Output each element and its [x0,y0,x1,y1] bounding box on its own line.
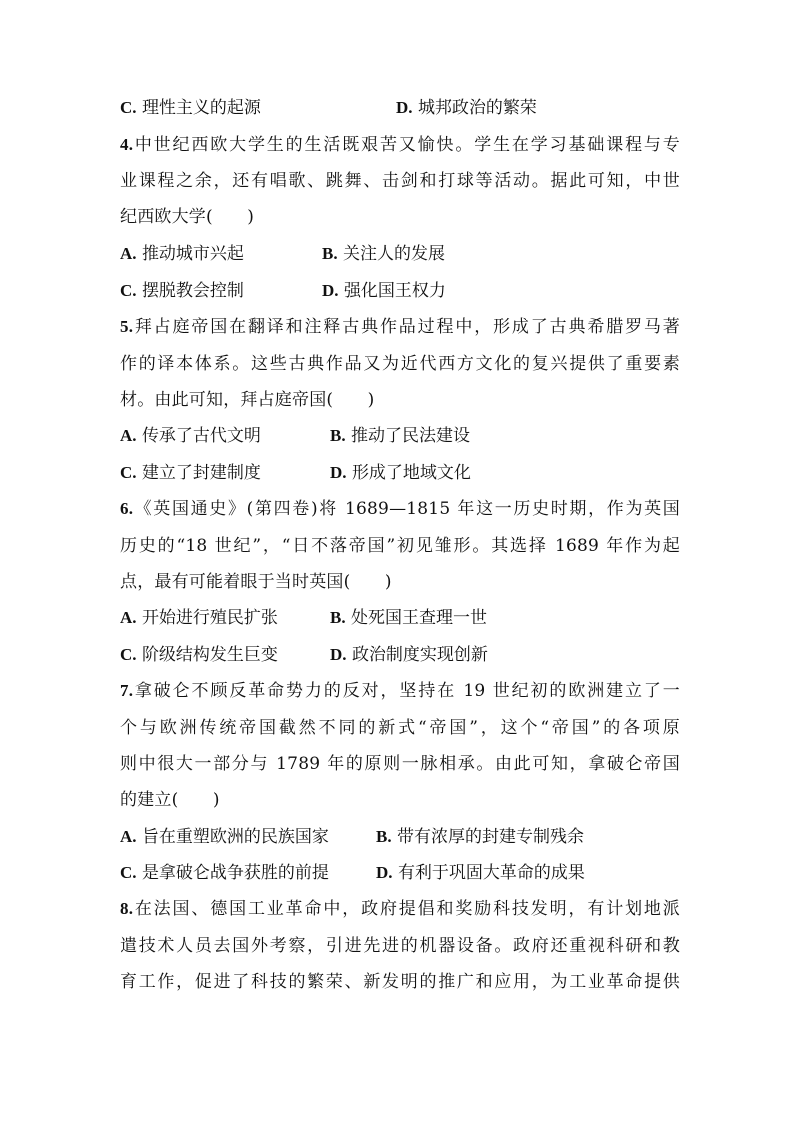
q6-option-a [120,606,278,630]
q6-option-d [330,643,488,667]
q7-option-b [376,825,584,849]
q7-option-a [120,825,329,849]
q7-stem-line-3: 则中很大一部分与 1789 年的原则一脉相承。由此可知，拿破仑帝国 [120,754,680,774]
q7-stem-line-4: 的建立( ) [120,790,220,810]
q4-option-c [120,279,244,303]
q5-stem-line-2: 作的译本体系。这些古典作品又为近代西方文化的复兴提供了重要素 [120,354,680,374]
option-label: D. [322,281,339,300]
question-text: 拿破仑不顾反革命势力的反对，坚持在 19 世纪初的欧洲建立了一 [133,681,680,701]
option-label: A. [120,608,137,627]
question-text: 中世纪西欧大学生的生活既艰苦又愉快。学生在学习基础课程与专 [133,135,680,155]
option-text: 城邦政治的繁荣 [417,98,537,118]
q3-option-c [120,96,261,120]
option-text: 关注人的发展 [343,244,445,264]
question-number: 8. [120,899,134,918]
option-text: 建立了封建制度 [141,463,261,483]
q6-option-b [330,606,487,630]
option-text: 带有浓厚的封建专制残余 [397,827,584,847]
question-number: 7. [120,681,134,700]
question-number: 5. [120,317,134,336]
q7-stem-line-1 [120,679,680,703]
option-label: D. [330,645,347,664]
q7-option-c [120,861,329,885]
option-label: B. [330,426,346,445]
question-text: 拜占庭帝国在翻译和注释古典作品过程中，形成了古典希腊罗马著 [133,317,680,337]
option-label: C. [120,863,137,882]
q5-stem-line-3: 材。由此可知，拜占庭帝国( ) [120,390,375,410]
q7-stem-line-2: 个与欧洲传统帝国截然不同的新式“帝国”，这个“帝国”的各项原 [120,718,680,738]
q8-stem-line-1 [120,897,680,921]
q5-option-d [330,461,471,485]
q3-option-d [396,96,537,120]
question-text: 在法国、德国工业革命中，政府提倡和奖励科技发明，有计划地派 [133,899,680,919]
q4-stem-line-1 [120,133,680,157]
q6-stem-line-3: 点，最有可能着眼于当时英国( ) [120,572,392,592]
q5-option-c [120,461,261,485]
option-text: 阶级结构发生巨变 [141,645,278,665]
q5-option-b [330,424,470,448]
question-number: 6. [120,499,134,518]
q6-stem-line-2: 历史的“18 世纪”，“日不落帝国”初见雏形。其选择 1689 年作为起 [120,536,680,556]
q4-stem-line-3: 纪西欧大学( ) [120,207,255,227]
option-label: D. [330,463,347,482]
q4-stem-line-2: 业课程之余，还有唱歌、跳舞、击剑和打球等活动。据此可知，中世 [120,171,680,191]
option-label: A. [120,827,137,846]
option-text: 推动城市兴起 [141,244,244,264]
q6-option-c [120,643,278,667]
option-label: C. [120,98,137,117]
option-label: D. [396,98,413,117]
q7-option-d [376,861,585,885]
option-label: C. [120,645,137,664]
option-text: 旨在重塑欧洲的民族国家 [141,827,329,847]
question-text: 《英国通史》(第四卷)将 1689—1815 年这一历史时期，作为英国 [133,499,680,519]
option-label: D. [376,863,393,882]
option-text: 摆脱教会控制 [141,281,244,301]
option-label: C. [120,463,137,482]
option-text: 推动了民法建设 [351,426,470,446]
q5-stem-line-1 [120,315,680,339]
q4-option-a [120,242,244,266]
option-text: 政治制度实现创新 [351,645,488,665]
option-text: 是拿破仑战争获胜的前提 [141,863,329,883]
option-text: 有利于巩固大革命的成果 [397,863,585,883]
option-label: B. [322,244,338,263]
option-text: 理性主义的起源 [141,98,261,118]
q5-option-a [120,424,261,448]
q6-stem-line-1 [120,497,680,521]
option-label: A. [120,426,137,445]
q4-option-d [322,279,446,303]
q8-stem-line-3: 育工作，促进了科技的繁荣、新发明的推广和应用，为工业革命提供 [120,972,680,992]
option-text: 传承了古代文明 [141,426,261,446]
q4-option-b [322,242,445,266]
option-label: B. [376,827,392,846]
question-number: 4. [120,135,134,154]
option-label: A. [120,244,137,263]
q8-stem-line-2: 遣技术人员去国外考察，引进先进的机器设备。政府还重视科研和教 [120,936,680,956]
option-text: 开始进行殖民扩张 [141,608,278,628]
option-text: 强化国王权力 [343,281,446,301]
option-text: 处死国王查理一世 [351,608,487,628]
option-label: C. [120,281,137,300]
option-text: 形成了地域文化 [351,463,471,483]
option-label: B. [330,608,346,627]
